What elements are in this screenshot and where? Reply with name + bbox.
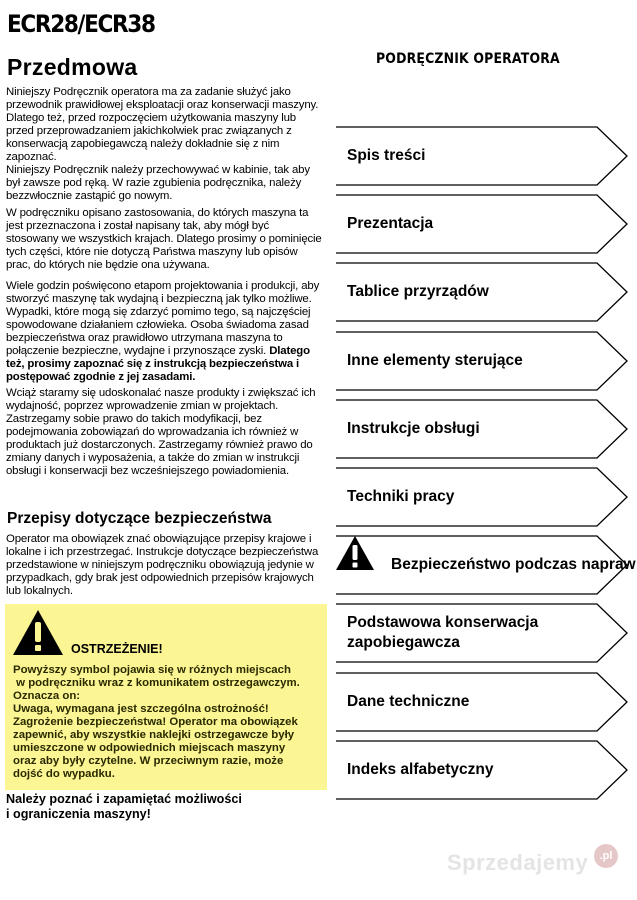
toc-item[interactable] [335,126,629,186]
toc-item[interactable] [335,262,629,322]
safety-paragraph: Operator ma obowiązek znać obowiązujące przepisy krajowe i lokalne i ich przestrzegać. Instrukcje dotyczące bezpieczeństwa przedstawione w niniejszym podręczniku obowiązują jedynie w przypadkach, gdy brak jest odpowiednich przepisów krajowych lub lokalnych. [6,533,319,597]
toc-item-label: Inne elementy sterujące [347,352,523,369]
preface-paragraph: Niniejszy Podręcznik operatora ma za zadanie służyć jako przewodnik prawidłowej eksploatacji oraz konserwacji maszyny. Dlatego też, przed rozpoczęciem użytkowania maszyny lub przed przeprowadzaniem jakichkolwiek prac związanych z konserwacją zapobiegawczą należy dokładnie się z nim zapoznać. [6,86,319,163]
warning-text: Powyższy symbol pojawia się w różnych miejscach w podręczniku wraz z komunikatem ostrzegawczym. Oznacza on: Uwaga, wymagana jest szczególna ostrożność! Zagrożenie bezpieczeństwa! Operator ma obowiązek zapewnić, aby wszystkie naklejki ostrzegawcze były umieszczone w odpowiednich miejscach maszyny oraz aby były czytelne. W przeciwnym razie, może dojść do wypadku. [13,664,300,780]
document-title: PODRĘCZNIK OPERATORA [376,51,560,67]
preface-title: Przedmowa [7,54,138,80]
toc-item-label: Podstawowa konserwacja zapobiegawcza [347,614,539,651]
warning-triangle-icon [11,608,65,658]
toc-item-label: Dane techniczne [347,693,470,710]
toc-item-label: Instrukcje obsługi [347,420,480,437]
toc-item-label: Bezpieczeństwo podczas napraw [391,556,636,573]
toc-item-label: Indeks alfabetyczny [347,761,494,778]
preface-text [6,86,324,482]
watermark-text: Sprzedajemy [447,850,589,875]
toc-item[interactable] [335,603,629,663]
table-of-contents [335,126,636,806]
toc-item[interactable] [335,331,629,391]
toc-item[interactable] [335,467,629,527]
toc-item[interactable] [335,672,629,732]
toc-item[interactable] [335,399,629,459]
warning-title: OSTRZEŻENIE! [71,642,163,656]
safety-title: Przepisy dotyczące bezpieczeństwa [7,510,272,527]
preface-bold-sentence: Dlatego też, prosimy zapoznać się z instrukcją bezpieczeństwa i postępować zgodnie z jej zasadami. [6,345,310,383]
toc-item[interactable] [335,535,636,595]
preface-paragraph: W podręczniku opisano zastosowania, do których maszyna ta jest przeznaczona i został napisany tak, aby mógł być stosowany we wszystkich krajach. Dlatego prosimy o pominięcie tych części, które nie dotyczą Państwa maszyny lub opisów prac, do których nie będzie ona używana. [6,207,322,271]
toc-item-label: Techniki pracy [347,488,455,505]
preface-paragraph: Wiele godzin poświęcono etapom projektowania i produkcji, aby stworzyć maszynę tak wydajną i bezpieczną jak tylko możliwe. Wypadki, które mogą się zdarzyć pomimo tego, są najczęściej spowodowane działaniem człowieka. Osoba świadoma zasad bezpieczeństwa oraz prawidłowo utrzymana maszyna to połączenie bezpieczne, wydajne i przynoszące zyski. Dlatego też, prosimy zapoznać się z instrukcją bezpieczeństwa i postępować zgodnie z jej zasadami. [6,280,320,383]
toc-item[interactable] [335,194,629,254]
toc-item[interactable] [335,740,629,800]
watermark-badge: .pl [594,844,618,868]
model-title: ECR28/ECR38 [7,10,155,38]
preface-paragraph: Wciąż staramy się udoskonalać nasze produkty i zwiększać ich wydajność, poprzez wprowadzenie zmian w projektach. Zastrzegamy sobie prawo do takich modyfikacji, bez podejmowania zobowiązań do wprowadzania ich również w produktach już dostarczonych. Zastrzegamy również prawo do zmiany danych i wyposażenia, a także do zmian w instrukcji obsługi i konserwacji bez wcześniejszego powiadomienia. [6,387,316,477]
limits-note: Należy poznać i zapamiętać możliwości i ograniczenia maszyny! [6,792,242,821]
warning-box [5,604,327,790]
safety-text [6,533,324,602]
toc-item-label: Prezentacja [347,215,434,232]
toc-item-label: Tablice przyrządów [347,283,489,300]
warning-triangle-icon [335,535,375,571]
toc-item-label: Spis treści [347,147,426,164]
preface-paragraph: Niniejszy Podręcznik należy przechowywać w kabinie, tak aby był zawsze pod ręką. W razie zgubienia podręcznika, należy bezzwłocznie zastąpić go nowym. [6,164,310,202]
